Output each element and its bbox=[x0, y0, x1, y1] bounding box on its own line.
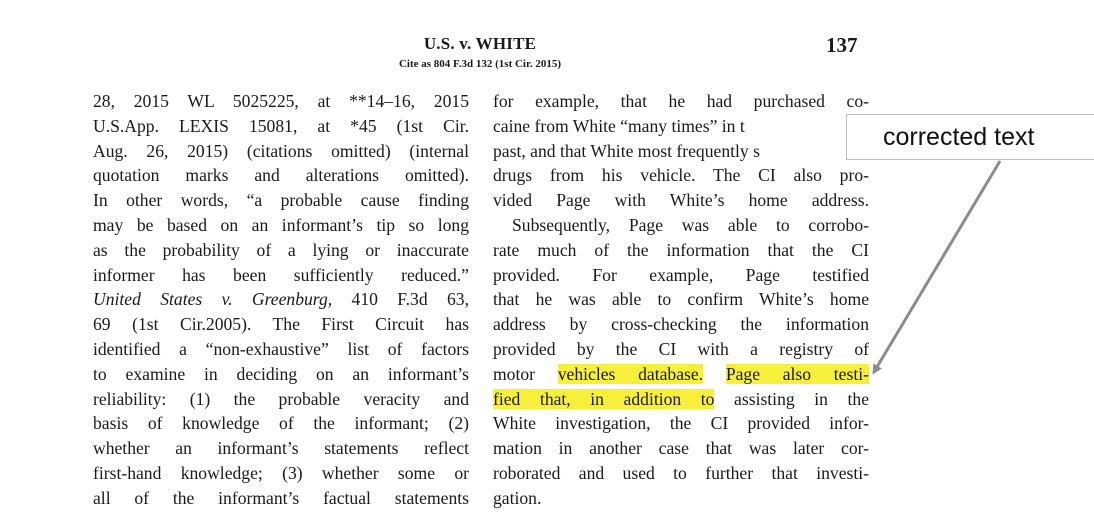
text-line: rate much of the information that the CI bbox=[493, 239, 869, 260]
text-line: first-hand knowledge; (3) whether some or bbox=[93, 462, 469, 483]
text-line: address by cross-checking the information bbox=[493, 314, 869, 335]
text-line: provided by the CI with a registry of bbox=[493, 338, 869, 359]
text-line: for example, that he had purchased co- bbox=[493, 91, 869, 111]
text-line: past, and that White most frequently s bbox=[493, 140, 760, 161]
text-line: Aug. 26, 2015) (citations omitted) (internal bbox=[93, 140, 469, 161]
highlight-vehicles-database: vehicles database. bbox=[557, 363, 704, 384]
text-line: U.S.App. LEXIS 15081, at *45 (1st Cir. bbox=[93, 115, 469, 136]
text-line-case-citation: United States v. Greenburg, 410 F.3d 63, bbox=[93, 289, 469, 310]
text-line: basis of knowledge of the informant; (2) bbox=[93, 413, 469, 434]
text-line: whether an informant’s statements reflect bbox=[93, 438, 469, 459]
text-line: quotation marks and alterations omitted). bbox=[93, 165, 469, 186]
text-line: caine from White “many times” in t bbox=[493, 115, 745, 136]
text-line: 28, 2015 WL 5025225, at **14–16, 2015 bbox=[93, 91, 469, 111]
text-line: mation in another case that was later cor- bbox=[493, 438, 869, 459]
case-title: U.S. v. WHITE bbox=[423, 34, 537, 53]
text-line: as the probability of a lying or inaccurate bbox=[93, 239, 469, 260]
text-line: roborated and used to further that investi- bbox=[493, 462, 869, 483]
text-line: In other words, “a probable cause finding bbox=[93, 190, 469, 211]
callout-label: corrected text bbox=[883, 123, 1035, 151]
text-line: drugs from his vehicle. The CI also pro- bbox=[493, 165, 869, 186]
text-line: identified a “non-exhaustive” list of factors bbox=[93, 338, 469, 359]
page-number: 137 bbox=[826, 33, 858, 57]
text-line: that he was able to confirm White’s home bbox=[493, 289, 869, 310]
text-line: reliability: (1) the probable veracity and bbox=[93, 388, 469, 409]
text-segment: assisting in the bbox=[714, 388, 869, 409]
text-line: informer has been sufficiently reduced.” bbox=[93, 264, 469, 285]
text-line: all of the informant’s factual statements bbox=[93, 487, 469, 508]
text-line: vided Page with White’s home address. bbox=[493, 190, 869, 211]
text-line: to examine in deciding on an informant’s bbox=[93, 363, 469, 384]
highlight-page-also-testified: Page also testi- bbox=[725, 363, 869, 384]
text-line: White investigation, the CI provided infor- bbox=[493, 413, 869, 434]
highlight-in-addition-to: fied that, in addition to bbox=[493, 388, 715, 409]
arrow-line bbox=[874, 161, 1000, 372]
text-segment: motor bbox=[493, 363, 558, 384]
callout-box bbox=[846, 114, 1094, 160]
text-line: may be based on an informant’s tip so long bbox=[93, 214, 469, 235]
text-line: gation. bbox=[493, 487, 542, 508]
case-name-italic: United States v. Greenburg, bbox=[93, 289, 333, 310]
text-line: 69 (1st Cir.2005). The First Circuit has bbox=[93, 314, 469, 335]
text-line: provided. For example, Page testified bbox=[493, 264, 869, 285]
text-line: Subsequently, Page was able to corrobo- bbox=[512, 214, 869, 235]
case-citation: Cite as 804 F.3d 132 (1st Cir. 2015) bbox=[398, 58, 562, 70]
